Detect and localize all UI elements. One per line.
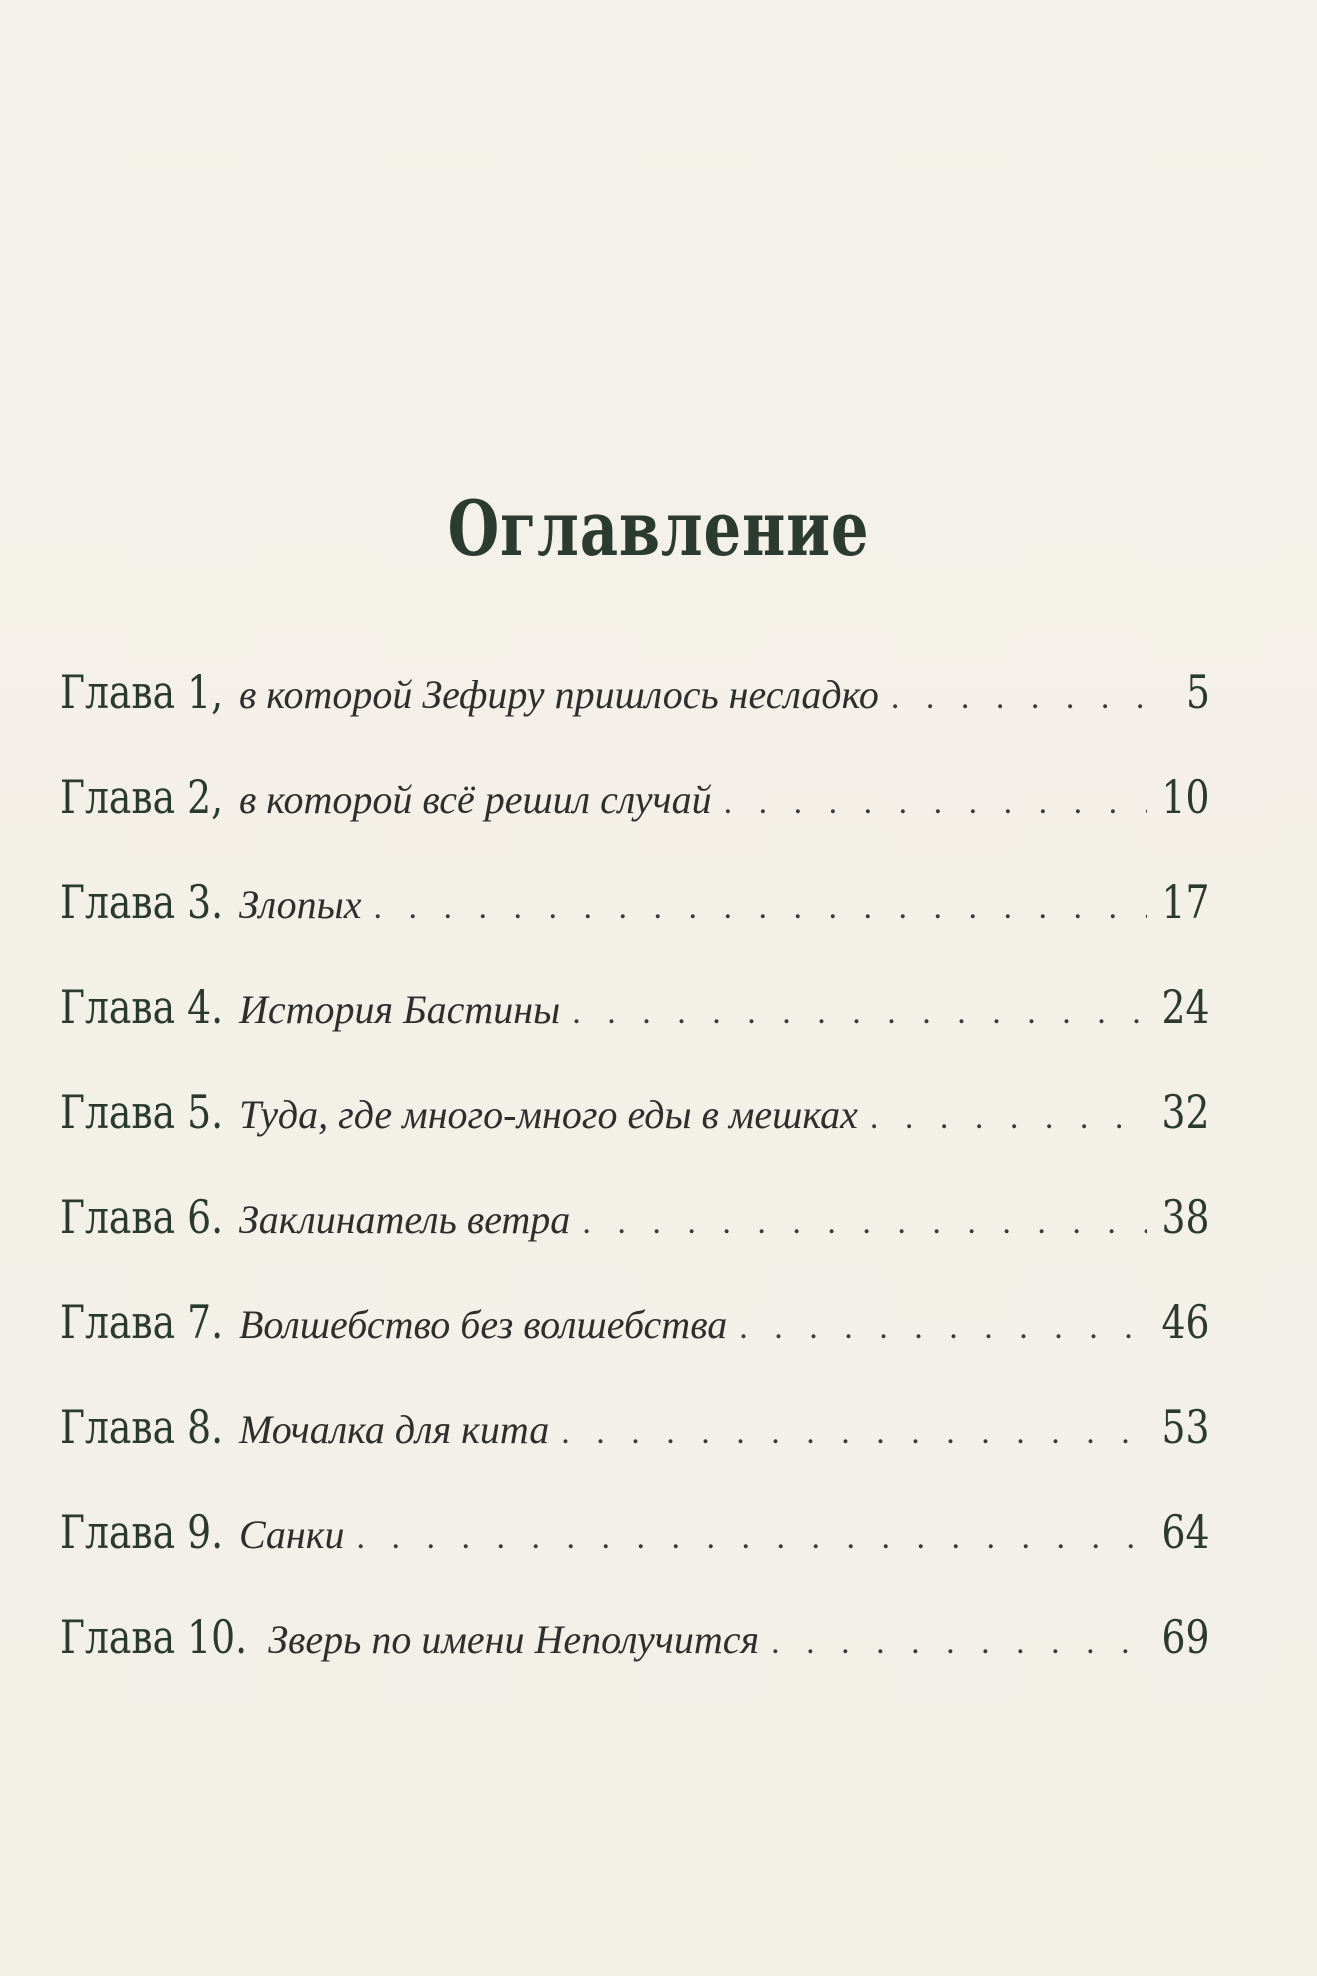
toc-entry-9 bbox=[60, 1505, 1210, 1610]
dot-leader bbox=[739, 1309, 1147, 1347]
page-number: 5 bbox=[1185, 665, 1210, 719]
chapter-title: Туда, где много-много еды в мешках bbox=[238, 1092, 858, 1137]
dot-leader bbox=[891, 679, 1158, 717]
chapter-title: в которой Зефиру пришлось несладко bbox=[238, 672, 879, 717]
toc-entry-5 bbox=[60, 1085, 1210, 1190]
toc-entry-6 bbox=[60, 1190, 1210, 1295]
dot-leader bbox=[561, 1414, 1147, 1452]
chapter-label: Глава 2, bbox=[60, 770, 224, 824]
chapter-label: Глава 7. bbox=[60, 1295, 224, 1349]
page-number: 69 bbox=[1161, 1610, 1210, 1664]
chapter-label: Глава 6. bbox=[60, 1190, 224, 1244]
chapter-label: Глава 9. bbox=[60, 1505, 224, 1559]
chapter-title: История Бастины bbox=[238, 987, 561, 1032]
page-number: 38 bbox=[1161, 1190, 1210, 1244]
page-number: 10 bbox=[1161, 770, 1210, 824]
page-number: 53 bbox=[1161, 1400, 1210, 1454]
chapter-label: Глава 3. bbox=[60, 875, 224, 929]
toc-entry-1 bbox=[60, 665, 1210, 770]
dot-leader bbox=[870, 1099, 1148, 1137]
toc-entry-8 bbox=[60, 1400, 1210, 1505]
chapter-title: в которой всё решил случай bbox=[238, 777, 712, 822]
chapter-label: Глава 1, bbox=[60, 665, 224, 719]
chapter-title: Волшебство без волшебства bbox=[238, 1302, 728, 1347]
page-number: 64 bbox=[1161, 1505, 1210, 1559]
chapter-label: Глава 8. bbox=[60, 1400, 224, 1454]
page-number: 17 bbox=[1161, 875, 1210, 929]
dot-leader bbox=[582, 1204, 1147, 1242]
toc-entry-2 bbox=[60, 770, 1210, 875]
chapter-title: Заклинатель ветра bbox=[238, 1197, 571, 1242]
page-number: 24 bbox=[1161, 980, 1210, 1034]
dot-leader bbox=[572, 994, 1147, 1032]
page-number: 32 bbox=[1161, 1085, 1210, 1139]
chapter-title: Злопых bbox=[238, 882, 362, 927]
dot-leader bbox=[724, 784, 1148, 822]
chapter-label: Глава 10. bbox=[60, 1610, 248, 1664]
toc-entry-7 bbox=[60, 1295, 1210, 1400]
chapter-title: Санки bbox=[238, 1512, 345, 1557]
chapter-title: Мочалка для кита bbox=[238, 1407, 550, 1452]
table-of-contents bbox=[60, 665, 1210, 1715]
page-title: Оглавление bbox=[447, 483, 870, 573]
dot-leader bbox=[356, 1519, 1147, 1557]
chapter-label: Глава 4. bbox=[60, 980, 224, 1034]
dot-leader bbox=[771, 1624, 1147, 1662]
chapter-title: Зверь по имени Неполучится bbox=[268, 1617, 760, 1662]
toc-entry-10 bbox=[60, 1610, 1210, 1715]
toc-entry-3 bbox=[60, 875, 1210, 980]
toc-entry-4 bbox=[60, 980, 1210, 1085]
page-number: 46 bbox=[1161, 1295, 1210, 1349]
chapter-label: Глава 5. bbox=[60, 1085, 224, 1139]
dot-leader bbox=[374, 889, 1148, 927]
